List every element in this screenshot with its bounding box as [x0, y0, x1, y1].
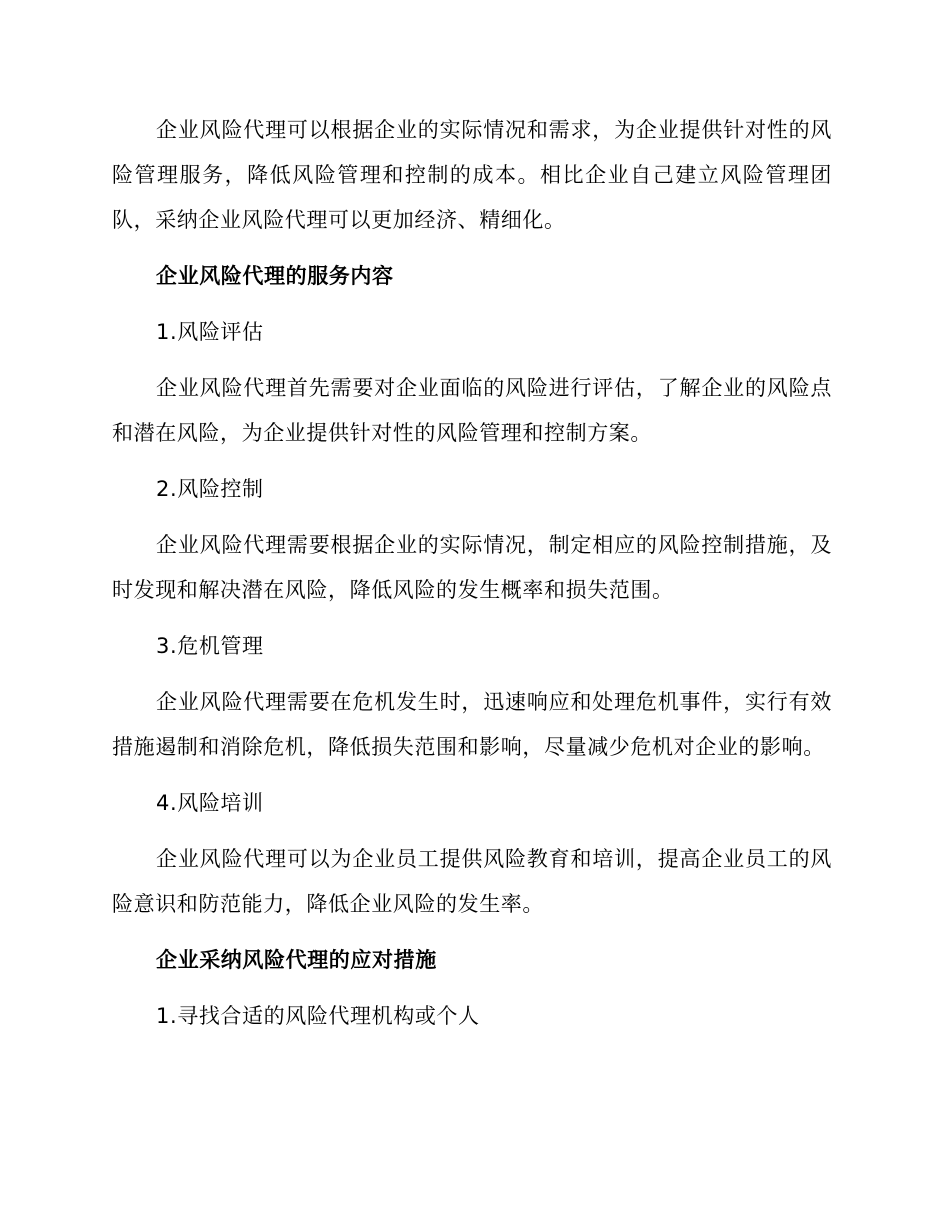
list-item-crisis-management: 3.危机管理: [156, 634, 264, 658]
paragraph-risk-training: 企业风险代理可以为企业员工提供风险教育和培训，提高企业员工的风险意识和防范能力，降低企业风险的发生率。: [112, 847, 832, 916]
paragraph-risk-assessment: 企业风险代理首先需要对企业面临的风险进行评估，了解企业的风险点和潜在风险，为企业提供针对性的风险管理和控制方案。: [112, 376, 832, 445]
list-item-risk-control: 2.风险控制: [156, 477, 264, 501]
section-heading-services: 企业风险代理的服务内容: [156, 264, 394, 288]
intro-paragraph: 企业风险代理可以根据企业的实际情况和需求，为企业提供针对性的风险管理服务，降低风险管理和控制的成本。相比企业自己建立风险管理团队，采纳企业风险代理可以更加经济、精细化。: [112, 118, 832, 232]
list-item-risk-training: 4.风险培训: [156, 791, 264, 815]
paragraph-crisis-management: 企业风险代理需要在危机发生时，迅速响应和处理危机事件，实行有效措施遏制和消除危机，降低损失范围和影响，尽量减少危机对企业的影响。: [112, 690, 832, 759]
list-item-risk-assessment: 1.风险评估: [156, 320, 264, 344]
paragraph-risk-control: 企业风险代理需要根据企业的实际情况，制定相应的风险控制措施，及时发现和解决潜在风险，降低风险的发生概率和损失范围。: [112, 533, 832, 602]
section-heading-measures: 企业采纳风险代理的应对措施: [156, 948, 437, 972]
document-body: [112, 108, 832, 1039]
list-item-find-agent: 1.寻找合适的风险代理机构或个人: [156, 1004, 480, 1028]
